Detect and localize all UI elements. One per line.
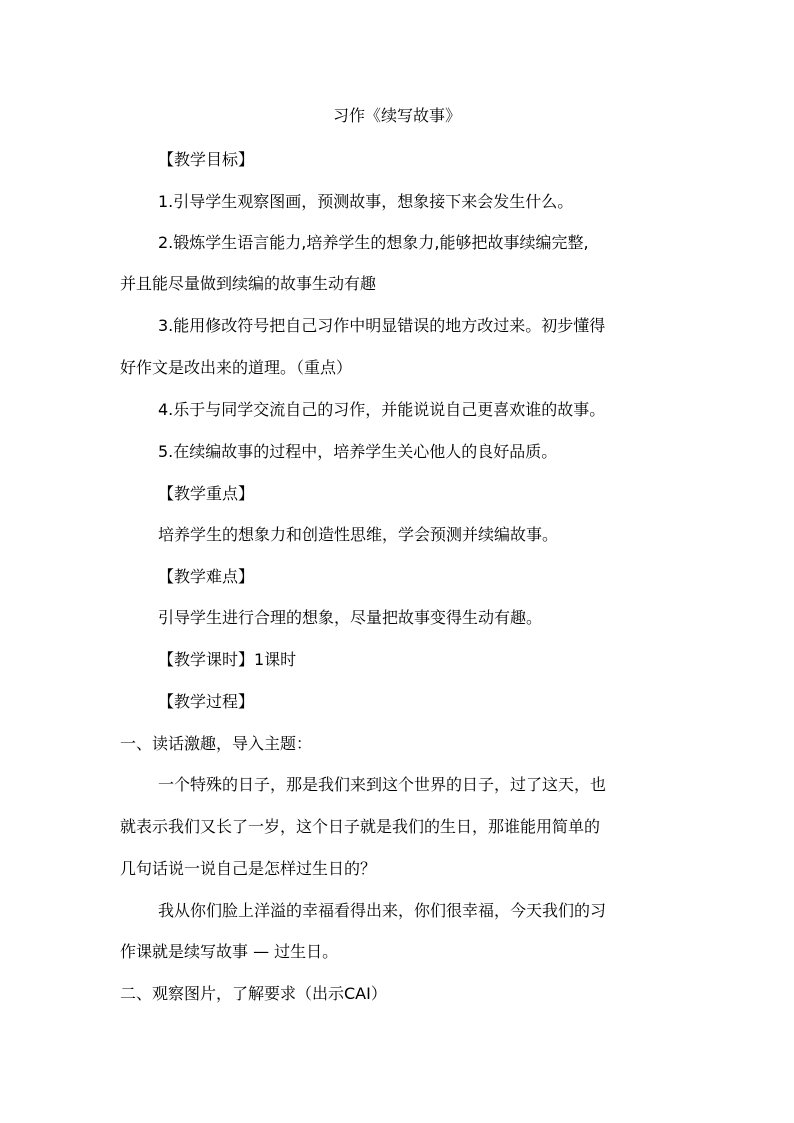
section-1-heading: 一、读话激趣，导入主题： — [120, 734, 313, 753]
paragraph-1-line-2: 就表示我们又长了一岁，这个日子就是我们的生日，那谁能用简单的 — [120, 817, 601, 836]
key-points-text: 培养学生的想象力和创造性思维，学会预测并续编故事。 — [158, 525, 559, 544]
key-points-heading: 【教学重点】 — [158, 484, 255, 503]
objective-4: 4.乐于与同学交流自己的习作，并能说说自己更喜欢谁的故事。 — [158, 400, 606, 419]
paragraph-1-line-3: 几句话说一说自己是怎样过生日的？ — [120, 859, 377, 878]
paragraph-1-line-1: 一个特殊的日子，那是我们来到这个世界的日子，过了这天，也 — [158, 775, 607, 794]
difficulty-text: 引导学生进行合理的想象，尽量把故事变得生动有趣。 — [158, 608, 543, 627]
objective-2-line-2: 并且能尽量做到续编的故事生动有趣 — [120, 274, 377, 293]
objective-3-line-1: 3.能用修改符号把自己习作中明显错误的地方改过来。初步懂得 — [158, 316, 606, 335]
paragraph-2-line-2: 作课就是续写故事 — 过生日。 — [120, 942, 339, 961]
difficulty-heading: 【教学难点】 — [158, 567, 255, 586]
objectives-heading: 【教学目标】 — [158, 150, 255, 169]
class-hours-line: 【教学课时】1课时 — [158, 650, 297, 669]
objective-1: 1.引导学生观察图画，预测故事，想象接下来会发生什么。 — [158, 192, 574, 211]
objective-2-line-1: 2.锻炼学生语言能力,培养学生的想象力,能够把故事续编完整, — [158, 233, 589, 252]
section-2-heading: 二、观察图片，了解要求（出示CAI） — [120, 984, 387, 1003]
process-heading: 【教学过程】 — [158, 692, 255, 711]
objective-5: 5.在续编故事的过程中，培养学生关心他人的良好品质。 — [158, 442, 558, 461]
paragraph-2-line-1: 我从你们脸上洋溢的幸福看得出来，你们很幸福，今天我们的习 — [158, 901, 607, 920]
objective-3-line-2: 好作文是改出来的道理。（重点） — [120, 358, 353, 377]
document-title: 习作《续写故事》 — [332, 106, 461, 125]
